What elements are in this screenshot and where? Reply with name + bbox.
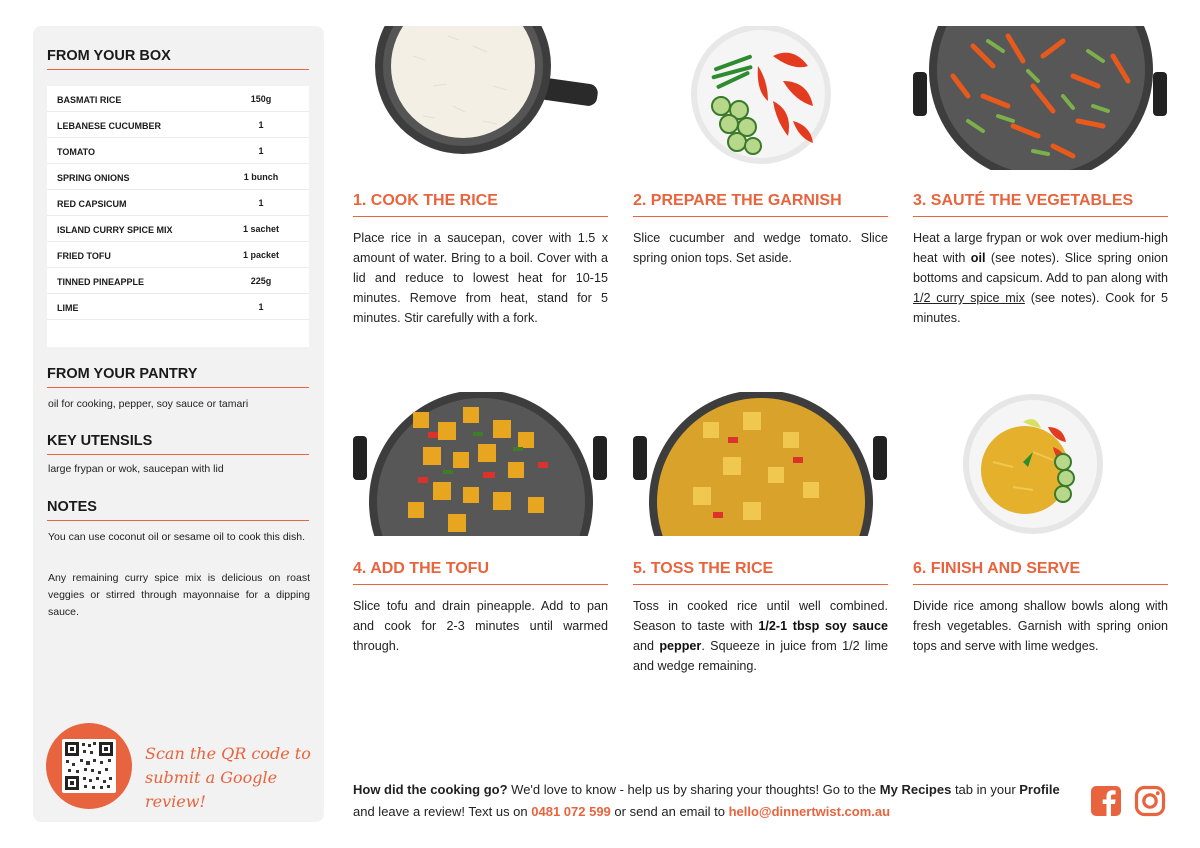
step-4-text: Slice tofu and drain pineapple. Add to pan and cook for 2-3 minutes until warmed through. — [353, 599, 608, 653]
note-2: Any remaining curry spice mix is delicious on roast veggies or stirred through mayonnaise for a dipping sauce. — [48, 572, 310, 618]
qr-badge — [46, 723, 132, 809]
step-1-title: 1. COOK THE RICE — [353, 192, 608, 217]
facebook-icon[interactable] — [1090, 785, 1122, 817]
qr-cta-line-2: submit a Google review! — [145, 768, 278, 811]
step-5-text-part: Toss in cooked rice until well combined. Season to taste with — [633, 599, 888, 633]
rice-saucepan-photo — [353, 26, 608, 170]
tofu-pan-photo — [353, 392, 608, 536]
step-3-title: 3. SAUTÉ THE VEGETABLES — [913, 192, 1168, 217]
step-2-title: 2. PREPARE THE GARNISH — [633, 192, 888, 217]
rice-pan-photo — [633, 392, 888, 536]
table-row — [47, 164, 309, 190]
step-3-text — [913, 228, 1168, 328]
step-3-spice-mix: 1/2 curry spice mix — [913, 291, 1025, 305]
ingredient-name: SPRING ONIONS — [57, 173, 130, 183]
table-row — [47, 242, 309, 268]
from-box-title: FROM YOUR BOX — [47, 48, 309, 70]
footer-question: How did the cooking go? — [353, 782, 508, 797]
step-2-text: Slice cucumber and wedge tomato. Slice spring onion tops. Set aside. — [633, 231, 888, 265]
step-3-text-part: Heat a large frypan or wok over medium-high heat with — [913, 231, 1168, 265]
ingredient-qty: 1 bunch — [243, 172, 279, 182]
ingredient-qty: 1 packet — [242, 250, 280, 260]
table-row — [47, 216, 309, 242]
ingredient-qty: 225g — [250, 276, 272, 286]
step-3-text-part: (see notes). Slice spring onion bottoms and capsicum. Add to pan along with — [913, 251, 1169, 285]
ingredient-qty: 1 — [258, 146, 264, 156]
step-5-text — [633, 596, 888, 676]
qr-code-icon[interactable] — [62, 739, 116, 793]
box-ingredients-table — [47, 86, 309, 347]
ingredient-name: TOMATO — [57, 147, 95, 157]
my-recipes-link[interactable]: My Recipes — [879, 782, 952, 797]
ingredient-name: LIME — [57, 303, 79, 313]
footer-text-part: or send an email to — [610, 804, 729, 819]
phone-link[interactable]: 0481 072 599 — [531, 804, 611, 819]
vegetables-pan-photo — [913, 26, 1168, 170]
table-row — [47, 268, 309, 294]
email-link[interactable]: hello@dinnertwist.com.au — [728, 804, 891, 819]
step-4-title: 4. ADD THE TOFU — [353, 560, 608, 585]
ingredient-qty: 1 — [258, 198, 264, 208]
pantry-text: oil for cooking, pepper, soy sauce or tamari — [48, 398, 249, 410]
served-bowl-photo — [913, 392, 1168, 536]
ingredient-name: RED CAPSICUM — [57, 199, 127, 209]
step-3-text-part: (see notes). Cook for 5 minutes. — [913, 291, 1168, 325]
ingredient-qty: 1 — [258, 302, 264, 312]
ingredient-qty: 150g — [250, 94, 272, 104]
table-row — [47, 112, 309, 138]
qr-cta-line-1: Scan the QR code to — [145, 744, 311, 763]
ingredient-name: ISLAND CURRY SPICE MIX — [57, 225, 173, 235]
ingredient-name: LEBANESE CUCUMBER — [57, 121, 162, 131]
table-row — [47, 294, 309, 320]
notes-title: NOTES — [47, 499, 309, 521]
ingredients-sidebar — [33, 26, 324, 822]
step-6-title: 6. FINISH AND SERVE — [913, 560, 1168, 585]
footer-text-part: tab in your — [951, 782, 1020, 797]
ingredient-name: BASMATI RICE — [57, 95, 122, 105]
ingredient-qty: 1 — [258, 120, 264, 130]
step-1-text: Place rice in a saucepan, cover with 1.5 x amount of water. Bring to a boil. Cover with a lid and reduce to lowest heat for 10-15 minutes. Remove from heat, stand for 5 minutes. Stir carefully with a fork. — [353, 231, 608, 325]
review-footer — [353, 779, 1073, 823]
table-row — [47, 190, 309, 216]
profile-link[interactable]: Profile — [1019, 782, 1060, 797]
step-5-title: 5. TOSS THE RICE — [633, 560, 888, 585]
ingredient-name: FRIED TOFU — [57, 251, 111, 261]
ingredient-qty: 1 sachet — [242, 224, 280, 234]
step-5-soy-sauce: 1/2-1 tbsp soy sauce — [758, 619, 888, 633]
ingredient-name: TINNED PINEAPPLE — [57, 277, 145, 287]
instagram-icon[interactable] — [1134, 785, 1166, 817]
garnish-plate-photo — [633, 26, 888, 170]
footer-text-part: and leave a review! Text us on — [353, 804, 532, 819]
utensils-text: large frypan or wok, saucepan with lid — [48, 463, 224, 475]
step-6-text: Divide rice among shallow bowls along with fresh vegetables. Garnish with spring onion tops and serve with lime wedges. — [913, 599, 1168, 653]
step-5-pepper: pepper — [659, 639, 702, 653]
utensils-title: KEY UTENSILS — [47, 433, 309, 455]
pantry-title: FROM YOUR PANTRY — [47, 366, 309, 388]
qr-call-to-action — [145, 742, 315, 814]
table-row — [47, 86, 309, 112]
note-1: You can use coconut oil or sesame oil to cook this dish. — [48, 531, 306, 543]
table-row — [47, 138, 309, 164]
footer-text-part: We'd love to know - help us by sharing your thoughts! Go to the — [507, 782, 880, 797]
step-5-text-part: . Squeeze in juice from 1/2 lime and wedge remaining. — [633, 639, 888, 673]
step-3-oil: oil — [970, 251, 986, 265]
step-5-text-part: and — [633, 639, 660, 653]
